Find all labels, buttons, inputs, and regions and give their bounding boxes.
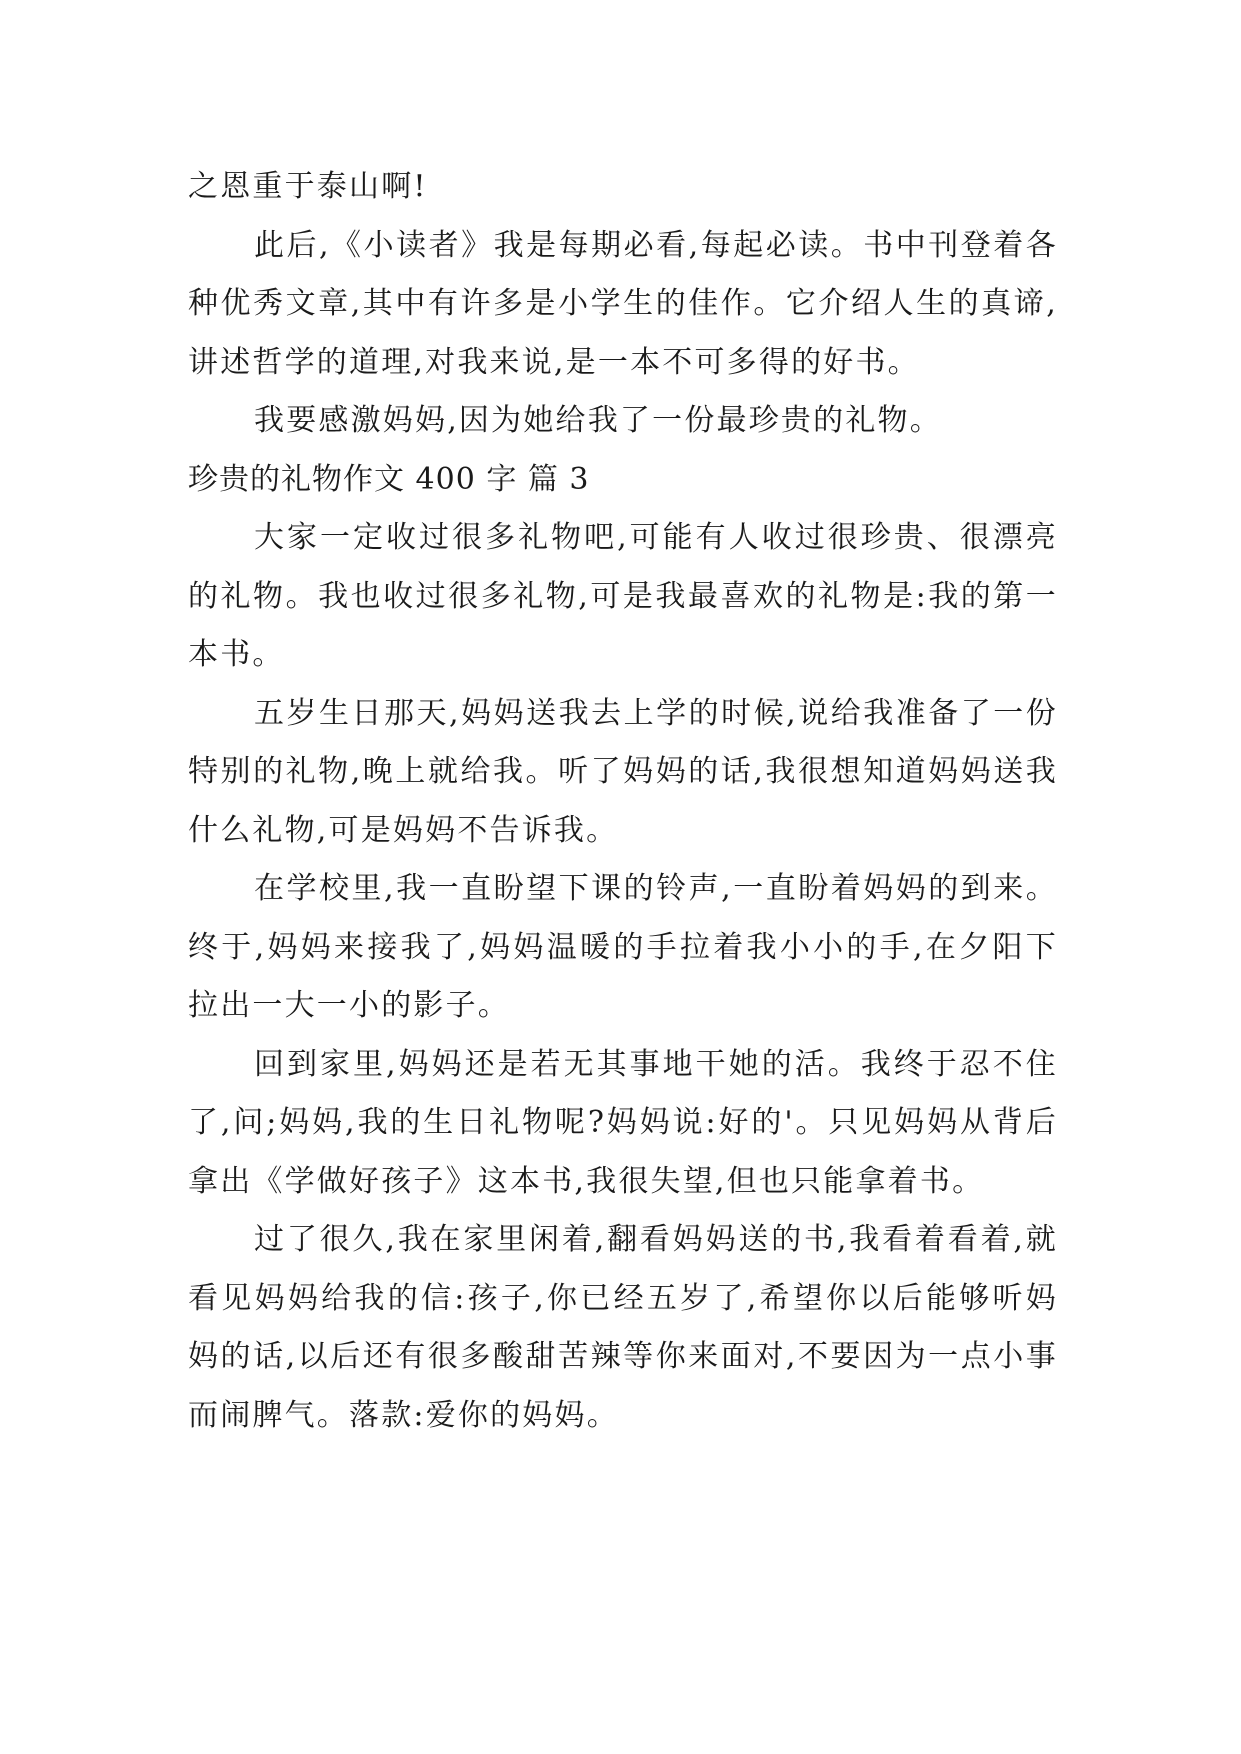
paragraph: 过了很久,我在家里闲着,翻看妈妈送的书,我看着看着,就看见妈妈给我的信:孩子,你已经五岁了,希望你以后能够听妈妈的话,以后还有很多酸甜苦辣等你来面对,不要因为一点小事而闹脾气。落款:爱你的妈妈。 — [188, 1222, 1058, 1433]
paragraph-continuation: 之恩重于泰山啊! — [188, 169, 428, 204]
paragraph: 我要感激妈妈,因为她给我了一份最珍贵的礼物。 — [254, 403, 942, 438]
section-heading: 珍贵的礼物作文 400 字 篇 3 — [188, 461, 590, 497]
paragraph: 五岁生日那天,妈妈送我去上学的时候,说给我准备了一份特别的礼物,晚上就给我。听了妈妈的话,我很想知道妈妈送我什么礼物,可是妈妈不告诉我。 — [188, 695, 1058, 848]
paragraph: 大家一定收过很多礼物吧,可能有人收过很珍贵、很漂亮的礼物。我也收过很多礼物,可是我最喜欢的礼物是:我的第一本书。 — [188, 520, 1058, 672]
paragraph: 此后,《小读者》我是每期必看,每起必读。书中刊登着各种优秀文章,其中有许多是小学生的佳作。它介绍人生的真谛,讲述哲学的道理,对我来说,是一本不可多得的好书。 — [188, 227, 1058, 380]
document-body — [188, 158, 1058, 1445]
paragraph: 回到家里,妈妈还是若无其事地干她的活。我终于忍不住了,问;妈妈,我的生日礼物呢?妈妈说:好的'。只见妈妈从背后拿出《学做好孩子》这本书,我很失望,但也只能拿着书。 — [188, 1046, 1058, 1199]
paragraph: 在学校里,我一直盼望下课的铃声,一直盼着妈妈的到来。终于,妈妈来接我了,妈妈温暖的手拉着我小小的手,在夕阳下拉出一大一小的影子。 — [188, 871, 1058, 1023]
